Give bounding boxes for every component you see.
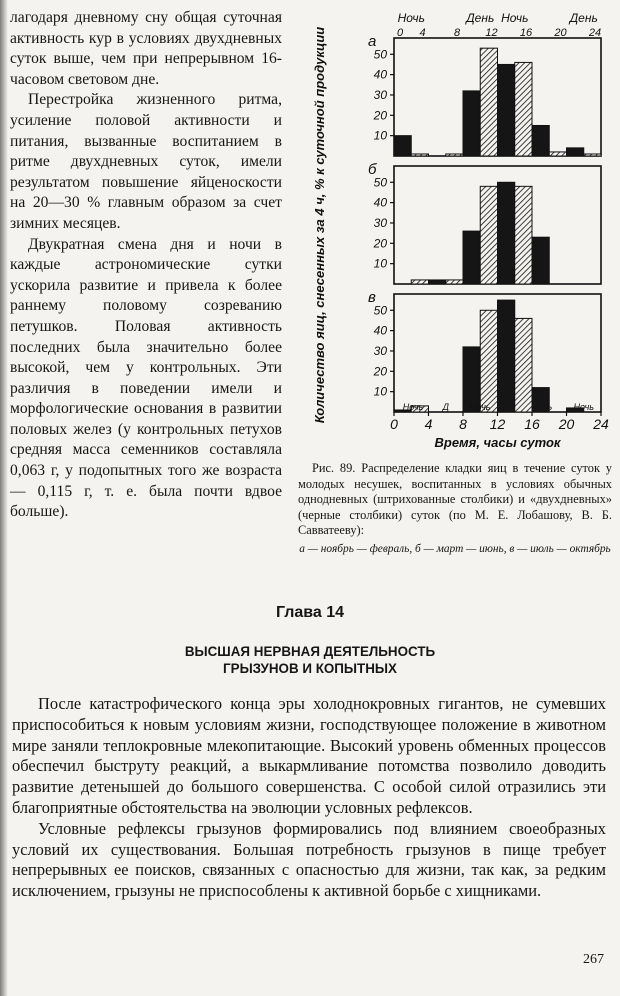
bar-double-day [463,231,480,284]
y-tick-label: 50 [373,175,387,190]
chapter-title [0,643,620,677]
bar-double-day [498,300,515,412]
x-tick-label: 4 [424,416,433,432]
top-hour-label: 8 [453,27,461,39]
y-tick-label: 50 [373,303,387,318]
bar-double-day [567,148,584,156]
bar-single-day [480,186,497,284]
caption-title: Рис. 89. Распределение кладки яиц в течение суток у молодых несушек, воспитанных в условиях обычных однодневных (штрихованные столбики) и «двухдневных» (черные столбики) суток (по М. Е. Лобашову, В. Б. Савватееву): [298,461,612,538]
bar-single-day [549,152,566,156]
y-tick-label: 10 [373,128,387,143]
y-tick-label: 30 [373,343,387,358]
y-tick-label: 20 [373,236,387,251]
bar-single-day [480,310,497,412]
bar-single-day [411,154,428,156]
x-tick-label: 16 [524,416,540,432]
figure-caption [298,461,612,558]
y-tick-label: 40 [373,67,387,82]
x-tick-label: 8 [459,416,467,432]
scan-edge-shadow [0,0,8,996]
paragraph: лагодаря дневному сну общая суточная активность кур в условиях двухдневных суток выше, чем при непрерывном 16-часовом световом дне. [10,9,282,88]
bar-double-day [498,182,515,284]
x-axis-label: Время, часы суток [434,435,561,450]
y-tick-label: 10 [373,384,387,399]
bar-single-day [515,186,532,284]
bar-double-day [532,237,549,284]
bar-double-day [429,280,446,284]
phase-label: Ночь [501,11,529,25]
bottom-phase-label: Д [442,402,449,412]
y-axis-label: Количество яиц, снесенных за 4 ч, % к суточной продукции [312,26,327,424]
y-tick-label: 40 [373,323,387,338]
bar-single-day [446,154,463,156]
top-hour-label: 16 [519,27,533,39]
y-tick-label: 50 [373,47,387,62]
bar-double-day [498,64,515,156]
left-column-text [10,8,282,523]
top-hour-label: 4 [419,27,426,39]
top-hour-label: 0 [396,27,404,39]
chapter-title-line: ВЫСШАЯ НЕРВНАЯ ДЕЯТЕЛЬНОСТЬ [184,644,436,659]
bar-single-day [446,280,463,284]
bottom-phase-label: Ночь [573,402,594,412]
page-number: 267 [583,952,604,967]
bar-single-day [480,48,497,156]
chapter-number: Глава 14 [275,604,345,621]
y-tick-label: 30 [373,215,387,230]
y-tick-label: 30 [373,87,387,102]
x-tick-label: 12 [489,416,506,432]
phase-label: Ночь [397,11,425,25]
paragraph: После катастрофического конца эры холоднокровных гигантов, не сумевших приспособиться к новым условиям жизни, господствующее положение в животном мире заняли теплокровные млекопитающие. Высокий уровень обменных процессов обеспечил быструту реакций, а выкармливание потомства позволило доводить развитие детенышей до большого совершенства. С особой силой отразились эти благоприятные обстоятельства на эволюции условных рефлексов. [12,694,606,817]
top-hour-label: 12 [485,27,498,39]
top-hour-label: 24 [588,27,602,39]
bottom-phase-label: Ночь [402,402,424,412]
x-tick-label: 20 [558,416,575,432]
egg-laying-chart [296,8,618,453]
caption-legend: а — ноябрь — февраль, б — март — июнь, в — июль — октябрь [299,542,611,555]
paragraph: Условные рефлексы грызунов формировались под влиянием своеобразных условий их существования. Большая потребность грызунов в пище требует непрерывных ее поисков, связанных с опасностью для жизни, так как, за редким исключением, грызуны не приспособлены к активной борьбе с хищниками. [12,818,606,901]
bar-double-day [532,125,549,156]
panel-label: а [368,33,377,50]
body-text [12,694,606,902]
bottom-phase-label: Ь [546,402,553,412]
paragraph: Перестройка жизненного ритма, усиление половой активности и питания, вызванные воспитанием в ритме двухдневных суток, имели результатом повышение яйценоскости на 20—30 % главным образом за счет зимних месяцев. [10,91,282,232]
bar-single-day [411,280,428,284]
y-tick-label: 40 [373,195,387,210]
panel-label: б [368,161,377,178]
bottom-phase-label: Ночь [470,402,491,412]
bar-single-day [515,318,532,412]
bar-single-day [515,62,532,156]
x-tick-label: 24 [593,416,609,432]
paragraph: Двукратная смена дня и ночи в каждые астрономические сутки ускорила развитие и привела к более раннему половому созреванию петушков. Половая активность последних была значительно более высокой, чем у контрольных. Эти различия в поведении имели и морфологические основания в развитии половых желез (у контрольных петухов средняя масса семенников составляла 0,063 г, у подопытных того же возраста — 0,115 г, т. е. была почти вдвое больше). [10,235,282,521]
top-hour-label: 20 [554,27,567,39]
bar-double-day [394,136,411,156]
y-tick-label: 20 [373,108,387,123]
phase-label: День [466,11,495,25]
chapter-title-line: ГРЫЗУНОВ И КОПЫТНЫХ [223,661,397,676]
phase-label: День [569,11,598,25]
y-tick-label: 20 [373,364,387,379]
bar-single-day [584,154,601,156]
panel-label: в [368,289,376,306]
y-tick-label: 10 [373,256,387,271]
bar-double-day [463,91,480,156]
x-tick-label: 0 [390,416,398,432]
